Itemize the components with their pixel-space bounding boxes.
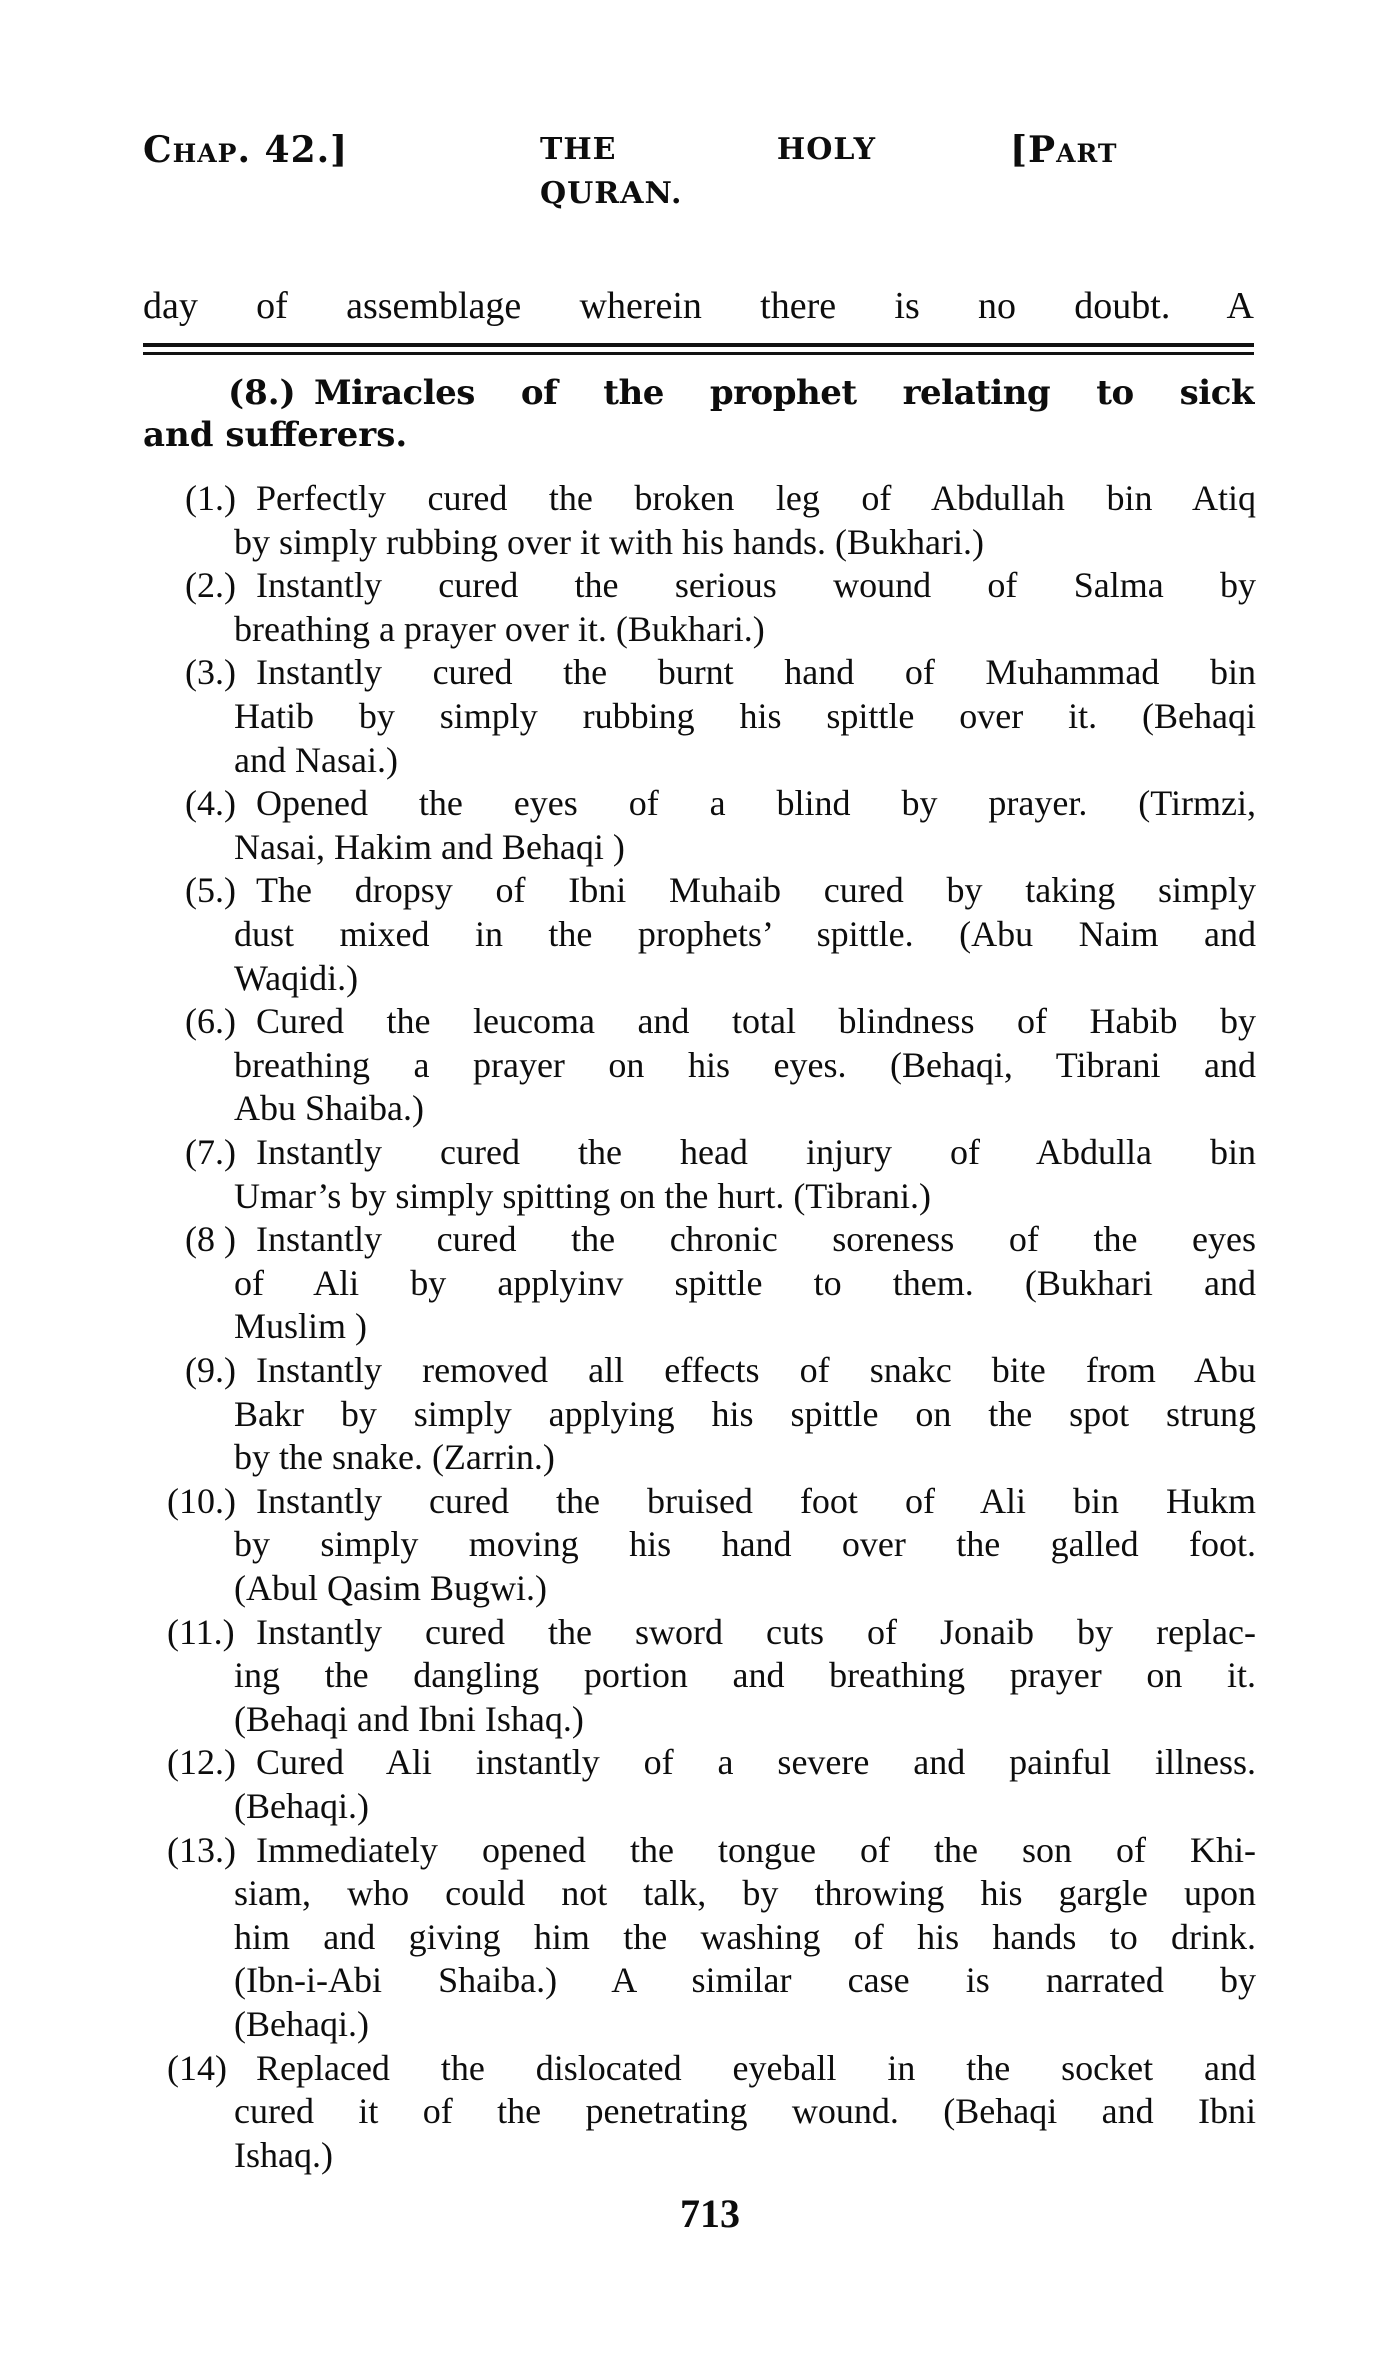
item-text-line: Instantly cured the head injury of Abdulla bin	[256, 1132, 1256, 1172]
item-number: (3.)	[185, 652, 236, 693]
item-text-line: breathing a prayer on his eyes. (Behaqi, Tibrani and	[234, 1044, 1256, 1085]
item-number: (2.)	[185, 565, 236, 606]
item-text-line: dust mixed in the prophets’ spittle. (Abu Naim and	[234, 914, 1256, 954]
section-title-line-2: and sufferers.	[143, 415, 408, 455]
item-text-line: (Behaqi and Ibni Ishaq.)	[234, 1698, 584, 1739]
item-text-line: Instantly cured the serious wound of Salma by	[256, 565, 1256, 606]
header-book-title: THE HOLY QURAN.	[540, 132, 876, 211]
item-text-line: Immediately opened the tongue of the son of Khi-	[256, 1829, 1256, 1870]
item-text-line: Nasai, Hakim and Behaqi )	[234, 826, 625, 867]
item-number: (12.)	[167, 1742, 236, 1783]
item-number: (11.)	[167, 1611, 235, 1652]
item-text-line: (Abul Qasim Bugwi.)	[234, 1568, 547, 1608]
item-number: (13.)	[167, 1829, 236, 1870]
double-rule-top	[143, 343, 1254, 347]
item-number: (7.)	[185, 1132, 236, 1172]
item-number: (14)	[167, 2047, 227, 2088]
section-heading	[228, 372, 1254, 414]
item-text-line: Umar’s by simply spitting on the hurt. (Tibrani.)	[234, 1175, 931, 1216]
item-number: (8 )	[185, 1219, 236, 1260]
section-number: (8.)	[228, 373, 296, 413]
item-text-line: Cured Ali instantly of a severe and painful illness.	[256, 1742, 1256, 1783]
item-number: (10.)	[167, 1480, 236, 1521]
item-text-line: cured it of the penetrating wound. (Behaqi and Ibni	[234, 2091, 1256, 2132]
item-text-line: Ishaq.)	[234, 2134, 333, 2175]
item-text-line: (Behaqi.)	[234, 2004, 369, 2044]
header-chapter: Chap. 42.]	[143, 129, 349, 171]
item-number: (4.)	[185, 783, 236, 824]
item-number: (5.)	[185, 870, 236, 911]
item-text-line: (Ibn-i-Abi Shaiba.) A similar case is narrated by	[234, 1960, 1256, 2001]
page-number: 713	[680, 2191, 740, 2236]
item-text-line: by simply rubbing over it with his hands. (Bukhari.)	[234, 521, 984, 562]
item-text-line: of Ali by applyinv spittle to them. (Bukhari and	[234, 1262, 1256, 1303]
item-number: (9.)	[185, 1350, 236, 1390]
item-text-line: Perfectly cured the broken leg of Abdullah bin Atiq	[256, 478, 1256, 518]
item-text-line: siam, who could not talk, by throwing his gargle upon	[234, 1873, 1256, 1914]
item-text-line: Instantly cured the bruised foot of Ali bin Hukm	[256, 1480, 1256, 1521]
item-text-line: Hatib by simply rubbing his spittle over it. (Behaqi	[234, 696, 1256, 736]
section-title-line-1: Miracles of the prophet relating to sick	[314, 373, 1254, 413]
item-text-line: Instantly cured the chronic soreness of the eyes	[256, 1219, 1256, 1260]
item-text-line: Replaced the dislocated eyeball in the socket and	[256, 2047, 1256, 2088]
intro-text-line: day of assemblage wherein there is no doubt. A	[143, 285, 1254, 327]
item-text-line: Instantly removed all effects of snakc bite from Abu	[256, 1350, 1256, 1390]
item-text-line: Opened the eyes of a blind by prayer. (Tirmzi,	[256, 783, 1256, 824]
item-text-line: Instantly cured the sword cuts of Jonaib by replac-	[256, 1611, 1256, 1652]
item-text-line: (Behaqi.)	[234, 1786, 369, 1826]
item-text-line: Muslim )	[234, 1306, 368, 1347]
item-number: (6.)	[185, 1001, 236, 1042]
item-text-line: Cured the leucoma and total blindness of Habib by	[256, 1001, 1256, 1042]
item-text-line: The dropsy of Ibni Muhaib cured by taking simply	[256, 870, 1256, 911]
header-part: [Part	[1010, 129, 1118, 171]
item-text-line: ing the dangling portion and breathing prayer on it.	[234, 1655, 1256, 1696]
item-text-line: by the snake. (Zarrin.)	[234, 1437, 555, 1478]
item-text-line: and Nasai.)	[234, 739, 398, 780]
item-text-line: by simply moving his hand over the galled foot.	[234, 1524, 1256, 1565]
item-text-line: Instantly cured the burnt hand of Muhammad bin	[256, 652, 1256, 693]
item-number: (1.)	[185, 478, 236, 518]
item-text-line: breathing a prayer over it. (Bukhari.)	[234, 608, 765, 649]
item-text-line: Bakr by simply applying his spittle on the spot strung	[234, 1393, 1256, 1434]
item-text-line: Waqidi.)	[234, 957, 359, 998]
item-text-line: him and giving him the washing of his hands to drink.	[234, 1916, 1256, 1957]
item-text-line: Abu Shaiba.)	[234, 1088, 424, 1129]
double-rule-bottom	[143, 352, 1254, 355]
